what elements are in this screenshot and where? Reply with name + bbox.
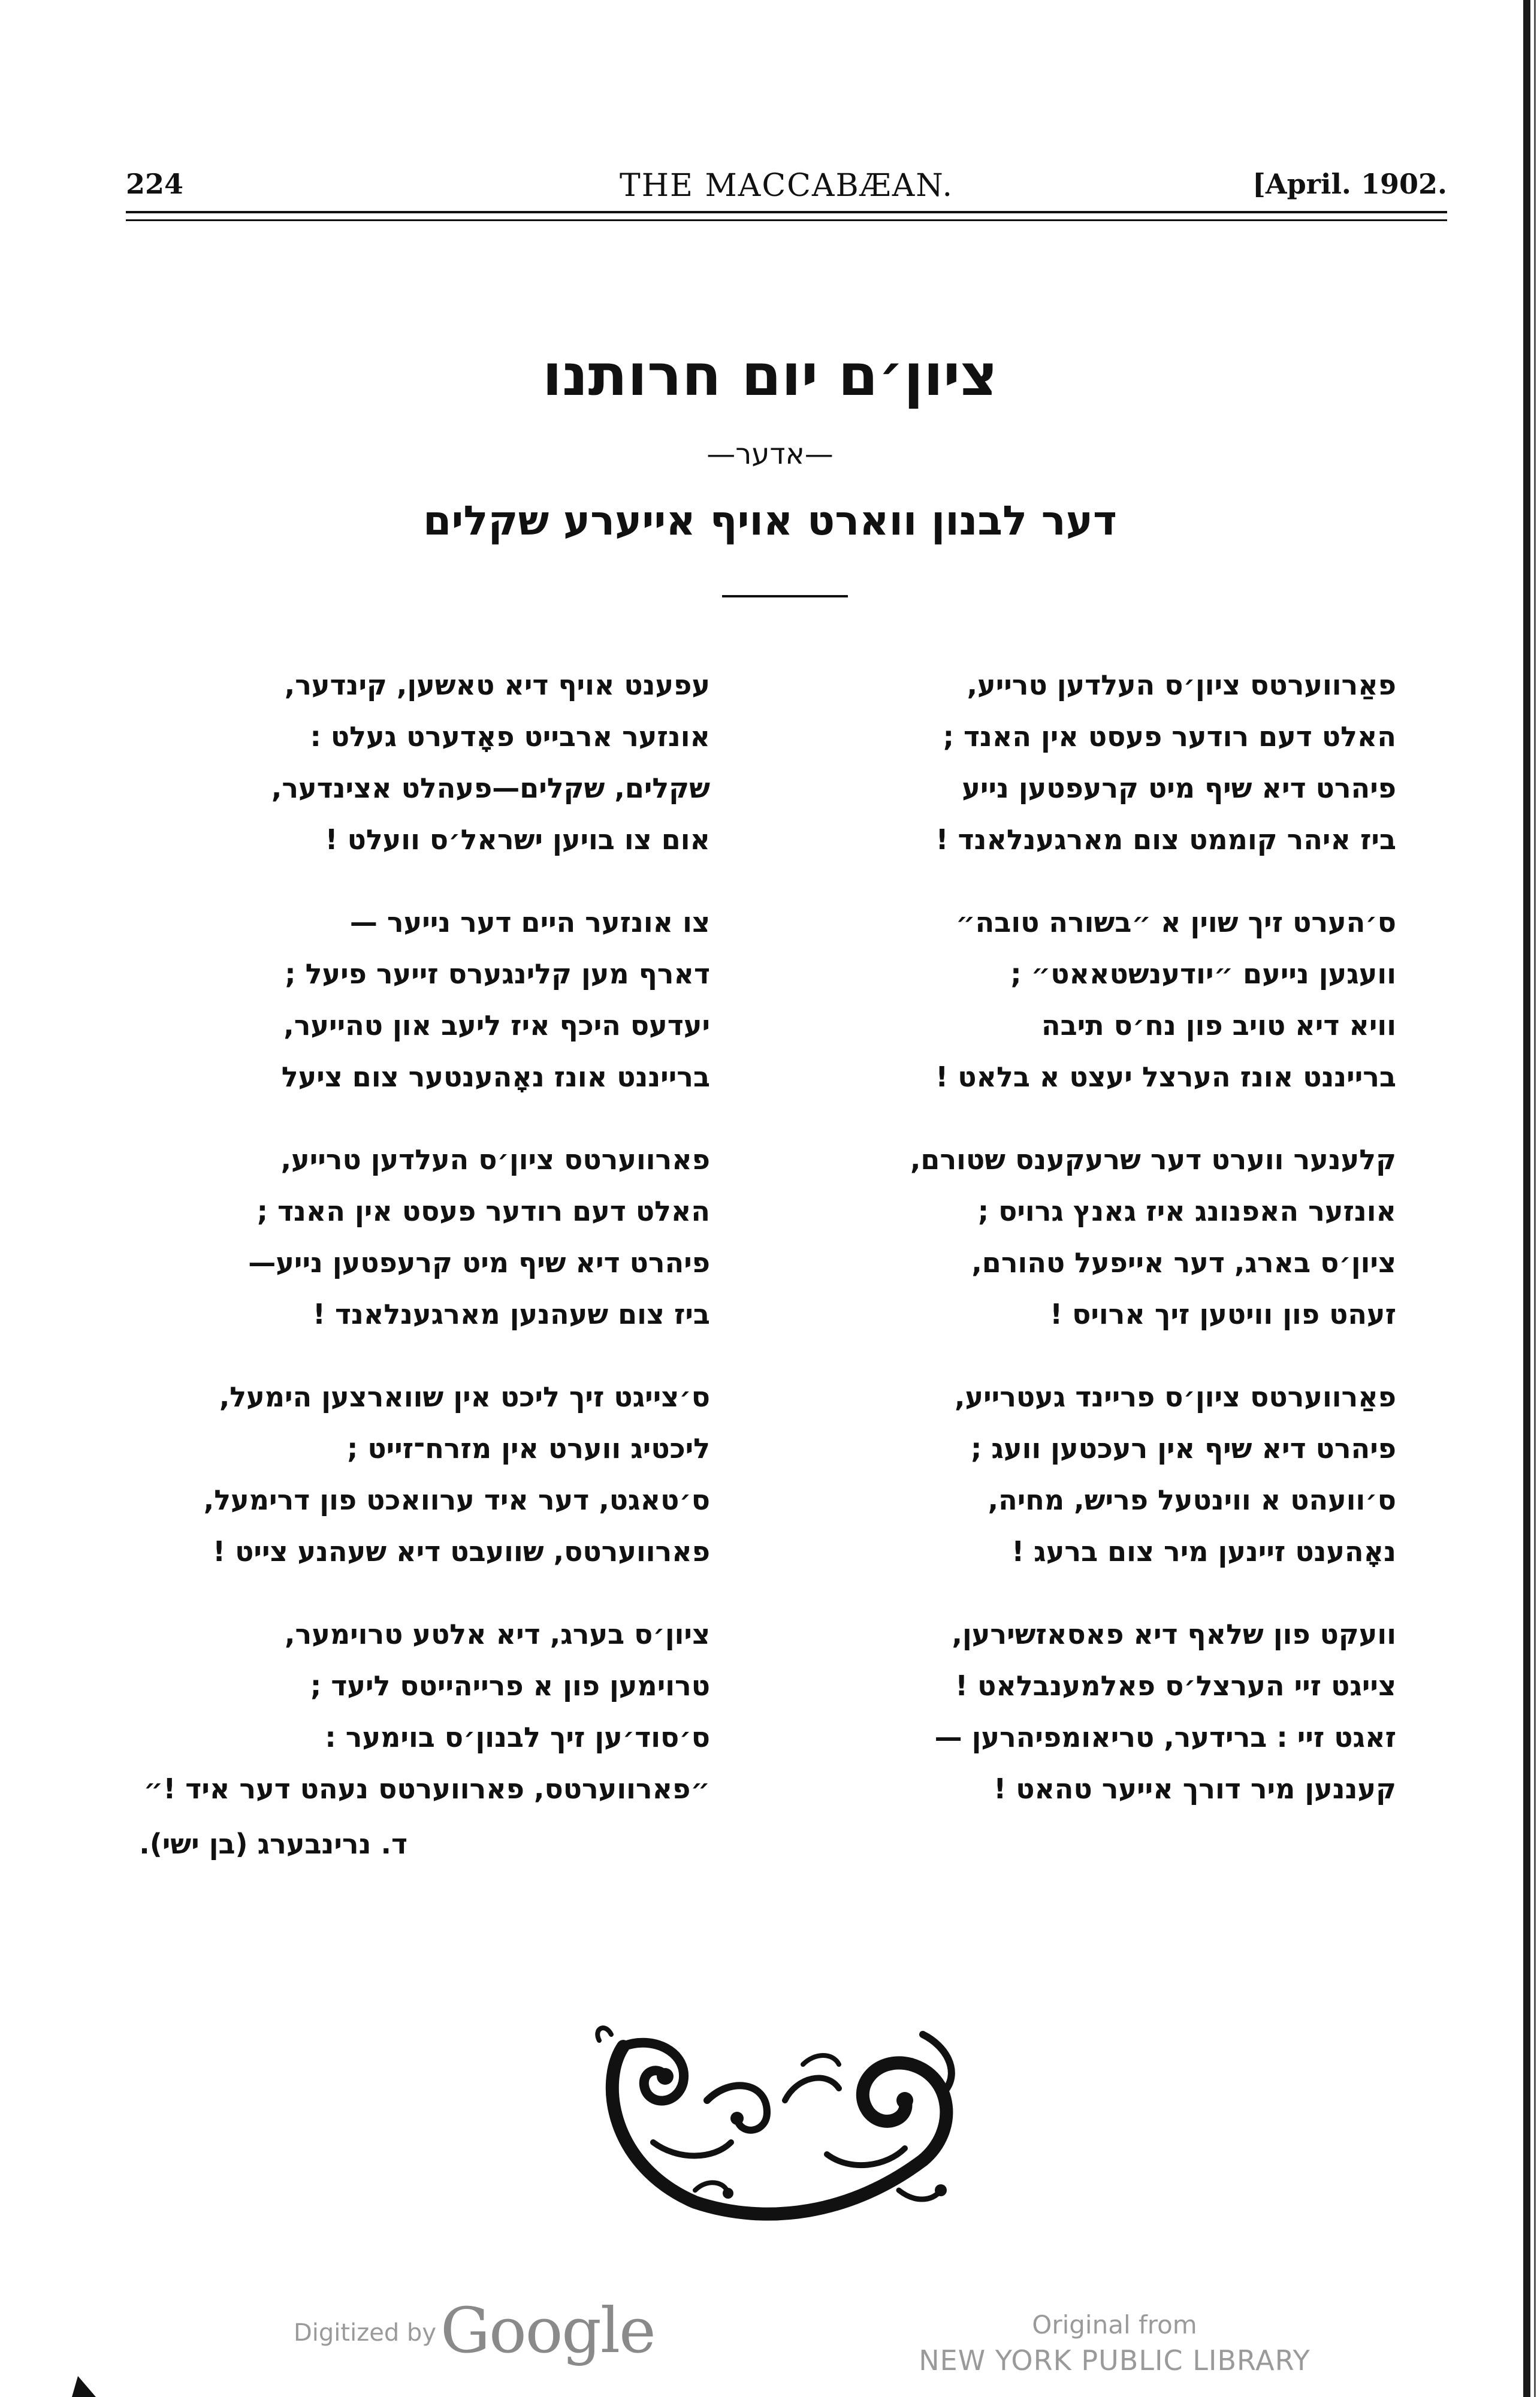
poem-line: יעדעס היכף איז ליעב און טהייער, — [283, 1009, 710, 1041]
poem-line: אום צו בויען ישראל׳ס וועלט ! — [325, 823, 710, 856]
stanza — [887, 1134, 1396, 1340]
poem-line: ״פארווערטס, פארווערטס נעהט דער איד !״ — [143, 1773, 710, 1805]
poem-line: ס׳צייגט זיך ליכט אין שווארצען הימעל, — [219, 1381, 710, 1413]
header-rule-double — [126, 219, 1447, 221]
poem-line: פאַרווערטס ציון׳ס פריינד געטרייע, — [955, 1381, 1396, 1413]
poem-title: ציון׳ם יום חרותנו — [542, 342, 998, 409]
poem-line: פאַרווערטס ציון׳ס העלדען טרייע, — [967, 669, 1396, 701]
poem-line: ביז צום שעהנען מארגענלאנד ! — [312, 1298, 710, 1330]
stanza — [168, 1134, 710, 1340]
stanza — [168, 1371, 710, 1577]
journal-title: THE MACCABÆAN. — [620, 168, 953, 204]
digitized-by-label: Digitized by — [294, 2319, 436, 2347]
poem-line: ס׳הערט זיך שוין א ״בשורה טובה״ — [956, 906, 1396, 938]
running-header — [126, 168, 1447, 204]
poem-line: פארווערטס, שוועבט דיא שעהנע צייט ! — [213, 1535, 710, 1568]
poem-line: ברייננט אונז נאָהענטער צום ציעל — [281, 1061, 710, 1093]
poem-line: האלט דעם רודער פעסט אין האנד ; — [943, 720, 1396, 753]
poem-line: ברייננט אונז הערצל יעצט א בלאט ! — [935, 1061, 1396, 1093]
poem-line: פיהרט דיא שיף מיט קרעפטען נייע— — [248, 1246, 710, 1279]
poem-line: אונזער האפנונג איז גאנץ גרויס ; — [977, 1195, 1396, 1227]
poem-line: נאָהענט זיינען מיר צום ברעג ! — [1011, 1535, 1396, 1568]
poem-line: זעהט פון וויטען זיך ארויס ! — [1050, 1298, 1396, 1330]
poem-line: ליכטיג ווערט אין מזרח־זייט ; — [346, 1432, 710, 1465]
poem-line: קלענער ווערט דער שרעקענס שטורם, — [910, 1143, 1396, 1176]
poem-line: האלט דעם רודער פעסט אין האנד ; — [256, 1195, 710, 1227]
poem-line: ס׳סוד׳ען זיך לבנון׳ס בוימער : — [325, 1721, 710, 1753]
original-from-label: Original from — [1032, 2310, 1197, 2339]
poem-subtitle: דער לבנון ווארט אויף אייערע שקלים — [423, 497, 1117, 545]
stanza — [168, 659, 710, 865]
google-logo: Google — [440, 2294, 655, 2367]
stanza — [887, 1371, 1396, 1577]
stanza — [887, 1608, 1396, 1815]
floral-scroll-ornament-icon — [587, 2010, 971, 2226]
poem-column-left — [143, 659, 710, 1846]
poem-line: וועגען נייעם ״יודענשטאאט״ ; — [1010, 958, 1396, 990]
author-signature: ד. נרינבערג (בן ישי). — [139, 1828, 407, 1860]
stanza — [887, 659, 1396, 865]
stanza — [143, 1608, 710, 1815]
poem-line: קעננען מיר דורך אייער טהאט ! — [994, 1773, 1396, 1805]
poem-line: ס׳טאגט, דער איד ערוואכט פון דרימעל, — [203, 1484, 710, 1516]
poem-or-line: —אדער— — [706, 437, 834, 471]
stanza — [168, 896, 710, 1103]
poem-line: שקלים, שקלים—פעהלט אצינדער, — [271, 772, 710, 804]
title-separator — [722, 595, 848, 597]
poem-line: ציון׳ס בערג, דיא אלטע טרוימער, — [285, 1618, 710, 1650]
stanza — [887, 896, 1396, 1103]
poem-line: פיהרט דיא שיף מיט קרעפטען נייע — [962, 772, 1396, 804]
header-rule — [126, 211, 1447, 213]
poem-line: דארף מען קלינגערס זייער פיעל ; — [285, 958, 710, 990]
poem-line: ציון׳ס בארג, דער אייפעל טהורם, — [971, 1246, 1396, 1279]
poem-line: ביז איהר קוממט צום מארגענלאנד ! — [935, 823, 1396, 856]
corner-mark-icon — [72, 2376, 96, 2397]
poem-line: טרוימען פון א פרייהייטס ליעד ; — [310, 1670, 710, 1702]
page-number: 224 — [126, 168, 184, 200]
poem-line: זאגט זיי : ברידער, טריאומפיהרען — — [934, 1721, 1396, 1753]
library-name: NEW YORK PUBLIC LIBRARY — [919, 2344, 1310, 2377]
poem-line: וועקט פון שלאף דיא פאסאזשירען, — [952, 1618, 1396, 1650]
poem-line: צייגט זיי הערצל׳ס פאלמענבלאט ! — [955, 1670, 1396, 1702]
poem-line: פיהרט דיא שיף אין רעכטען וועג ; — [970, 1432, 1396, 1465]
poem-line: צו אונזער היים דער נייער — — [349, 906, 710, 938]
poem-line: פארווערטס ציון׳ס העלדען טרייע, — [280, 1143, 710, 1176]
poem-line: אונזער ארבייט פאָדערט געלט : — [310, 720, 710, 753]
poem-line: וויא דיא טויב פון נח׳ס תיבה — [1041, 1009, 1396, 1041]
issue-date: [April. 1902. — [1252, 168, 1447, 200]
poem-line: עפענט אויף דיא טאשען, קינדער, — [284, 669, 710, 701]
poem-column-right — [887, 659, 1396, 1846]
poem-line: ס׳וועהט א ווינטעל פריש, מחיה, — [988, 1484, 1396, 1516]
